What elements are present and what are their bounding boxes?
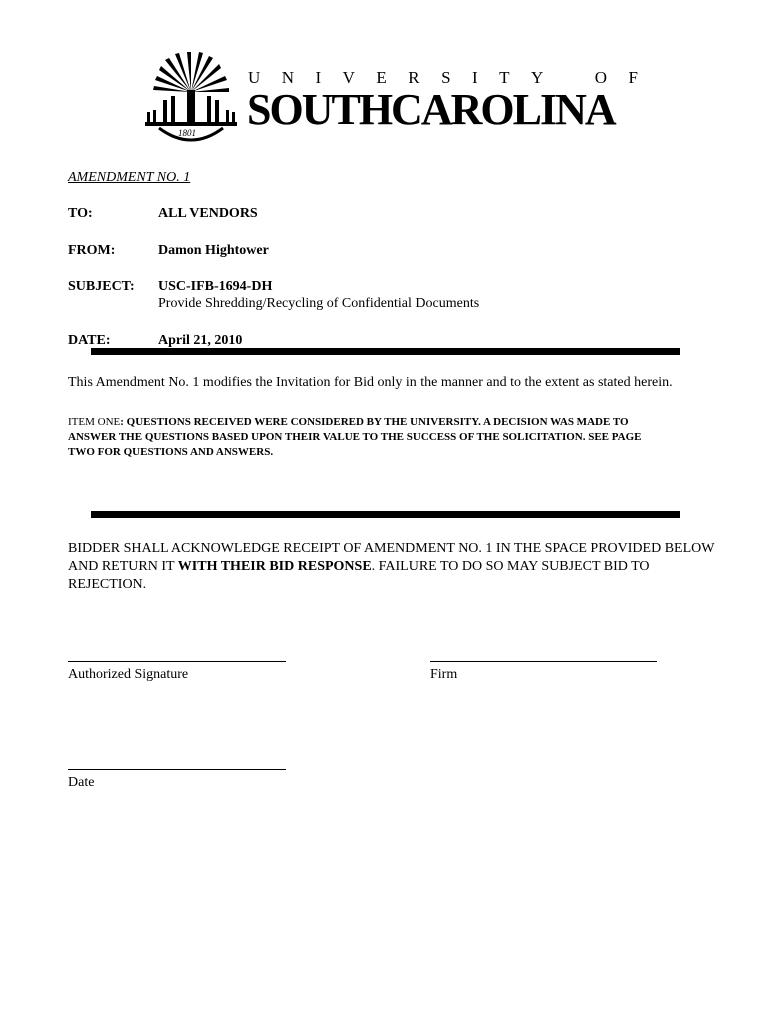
- to-label: TO:: [68, 206, 93, 221]
- item-one-paragraph: [68, 415, 728, 460]
- item-one-line2: ANSWER THE QUESTIONS BASED UPON THEIR VALUE TO THE SUCCESS OF THE SOLICITATION. SEE PAGE: [68, 431, 642, 443]
- from-label: FROM:: [68, 243, 116, 258]
- wordmark-south-carolina: SOUTHCAROLINA: [247, 85, 615, 134]
- authorized-signature-label: Authorized Signature: [68, 667, 189, 682]
- ack-emphasis: WITH THEIR BID RESPONSE: [177, 559, 372, 574]
- seal-year: 1801: [178, 128, 196, 138]
- firm-label: Firm: [430, 667, 458, 682]
- subject-value: USC-IFB-1694-DH: [158, 279, 273, 294]
- intro-paragraph: This Amendment No. 1 modifies the Invitation for Bid only in the manner and to the extent as stated herein.: [68, 375, 673, 390]
- firm-signature-line[interactable]: [430, 661, 657, 662]
- acknowledgement-paragraph: BIDDER SHALL ACKNOWLEDGE RECEIPT OF AMENDMENT NO. 1 IN THE SPACE PROVIDED BELOW AND RETURN IT WITH THEIR BID RESPONSE. FAILURE TO DO SO MAY SUBJECT BID TO REJECTION.: [68, 541, 715, 592]
- subject-detail: Provide Shredding/Recycling of Confidential Documents: [158, 296, 480, 311]
- date-label: DATE:: [68, 333, 111, 348]
- item-one-line3: TWO FOR QUESTIONS AND ANSWERS.: [68, 446, 274, 458]
- date-signature-line[interactable]: [68, 769, 286, 770]
- subject-label: SUBJECT:: [68, 279, 135, 294]
- amendment-title: AMENDMENT NO. 1: [68, 170, 191, 185]
- divider-bar-top: [91, 348, 680, 355]
- wordmark-university-of: U N I V E R S I T Y O F: [248, 68, 638, 87]
- divider-bar-bottom: [91, 511, 680, 518]
- to-value: ALL VENDORS: [158, 206, 258, 221]
- date-signature-label: Date: [68, 775, 95, 790]
- from-value: Damon Hightower: [158, 243, 269, 258]
- date-value: April 21, 2010: [158, 333, 243, 348]
- item-one-line1: : QUESTIONS RECEIVED WERE CONSIDERED BY THE UNIVERSITY. A DECISION WAS MADE TO: [120, 416, 629, 428]
- authorized-signature-line[interactable]: [68, 661, 286, 662]
- item-one-lead: ITEM ONE: [68, 416, 121, 428]
